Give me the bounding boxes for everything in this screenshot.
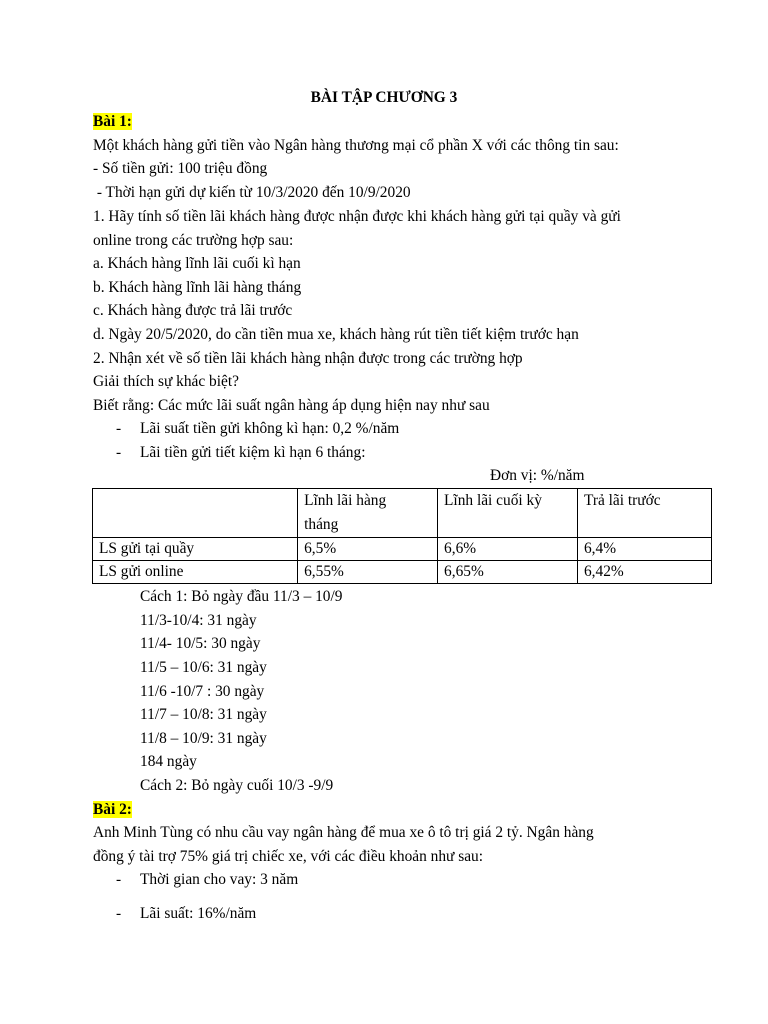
unit-note: Đơn vị: %/năm (490, 467, 585, 484)
paragraph-line: Biết rằng: Các mức lãi suất ngân hàng áp dụng hiện nay như sau (93, 397, 490, 414)
calc-line: 11/4- 10/5: 30 ngày (140, 635, 261, 652)
table-cell: 6,6% (438, 538, 578, 561)
bullet-item: Lãi suất tiền gửi không kì hạn: 0,2 %/năm (140, 420, 400, 437)
bullet-item: Lãi suất: 16%/năm (140, 905, 257, 922)
table-header-cell (298, 489, 438, 538)
table-cell: 6,42% (577, 561, 711, 584)
table-header-cell (93, 489, 298, 538)
paragraph-line: đồng ý tài trợ 75% giá trị chiếc xe, với các điều khoản như sau: (93, 848, 484, 865)
table-cell: 6,4% (577, 538, 711, 561)
header-line: Lĩnh lãi hàng (304, 492, 387, 509)
paragraph-line: Anh Minh Tùng có nhu cầu vay ngân hàng để mua xe ô tô trị giá 2 tỷ. Ngân hàng (93, 824, 594, 841)
table-cell: LS gửi online (93, 561, 298, 584)
calc-line: 11/5 – 10/6: 31 ngày (140, 659, 267, 676)
paragraph-line: Giải thích sự khác biệt? (93, 373, 239, 390)
interest-rate-table (92, 488, 712, 584)
exercise-2-label: Bài 2: (93, 801, 132, 818)
paragraph-line: 2. Nhận xét về số tiền lãi khách hàng nhận được trong các trường hợp (93, 350, 523, 367)
paragraph-line: - Thời hạn gửi dự kiến từ 10/3/2020 đến 10/9/2020 (93, 184, 411, 201)
exercise-2-heading (93, 800, 132, 820)
bullet-dash: - (116, 420, 122, 437)
page-title: BÀI TẬP CHƯƠNG 3 (310, 89, 458, 106)
table-cell: 6,55% (298, 561, 438, 584)
paragraph-line: c. Khách hàng được trả lãi trước (93, 302, 293, 319)
table-row (93, 561, 712, 584)
calc-line: 11/3-10/4: 31 ngày (140, 612, 257, 629)
paragraph-line: Một khách hàng gửi tiền vào Ngân hàng thương mại cổ phần X với các thông tin sau: (93, 137, 619, 154)
table-cell: 6,5% (298, 538, 438, 561)
bullet-dash: - (116, 905, 122, 922)
table-row (93, 538, 712, 561)
calc-line: Cách 1: Bỏ ngày đầu 11/3 – 10/9 (140, 588, 343, 605)
exercise-1-heading (93, 112, 132, 132)
table-header-row (93, 489, 712, 538)
bullet-item: Thời gian cho vay: 3 năm (140, 871, 299, 888)
bullet-dash: - (116, 871, 122, 888)
calc-line: 11/6 -10/7 : 30 ngày (140, 683, 265, 700)
table-cell: 6,65% (438, 561, 578, 584)
calc-line: 11/8 – 10/9: 31 ngày (140, 730, 267, 747)
calc-line: Cách 2: Bỏ ngày cuối 10/3 -9/9 (140, 777, 334, 794)
table-header-cell: Lĩnh lãi cuối kỳ (438, 489, 578, 538)
paragraph-line: - Số tiền gửi: 100 triệu đồng (93, 160, 268, 177)
calc-line: 11/7 – 10/8: 31 ngày (140, 706, 267, 723)
bullet-dash: - (116, 444, 122, 461)
paragraph-line: online trong các trường hợp sau: (93, 232, 294, 249)
calc-line: 184 ngày (140, 753, 197, 770)
table-header-cell: Trả lãi trước (577, 489, 711, 538)
bullet-item: Lãi tiền gửi tiết kiệm kì hạn 6 tháng: (140, 444, 366, 461)
exercise-1-label: Bài 1: (93, 113, 132, 130)
header-line: tháng (304, 516, 339, 533)
paragraph-line: 1. Hãy tính số tiền lãi khách hàng được nhận được khi khách hàng gửi tại quầy và gửi (93, 208, 621, 225)
paragraph-line: d. Ngày 20/5/2020, do cần tiền mua xe, khách hàng rút tiền tiết kiệm trước hạn (93, 326, 579, 343)
paragraph-line: a. Khách hàng lĩnh lãi cuối kì hạn (93, 255, 301, 272)
paragraph-line: b. Khách hàng lĩnh lãi hàng tháng (93, 279, 302, 296)
table-cell: LS gửi tại quầy (93, 538, 298, 561)
